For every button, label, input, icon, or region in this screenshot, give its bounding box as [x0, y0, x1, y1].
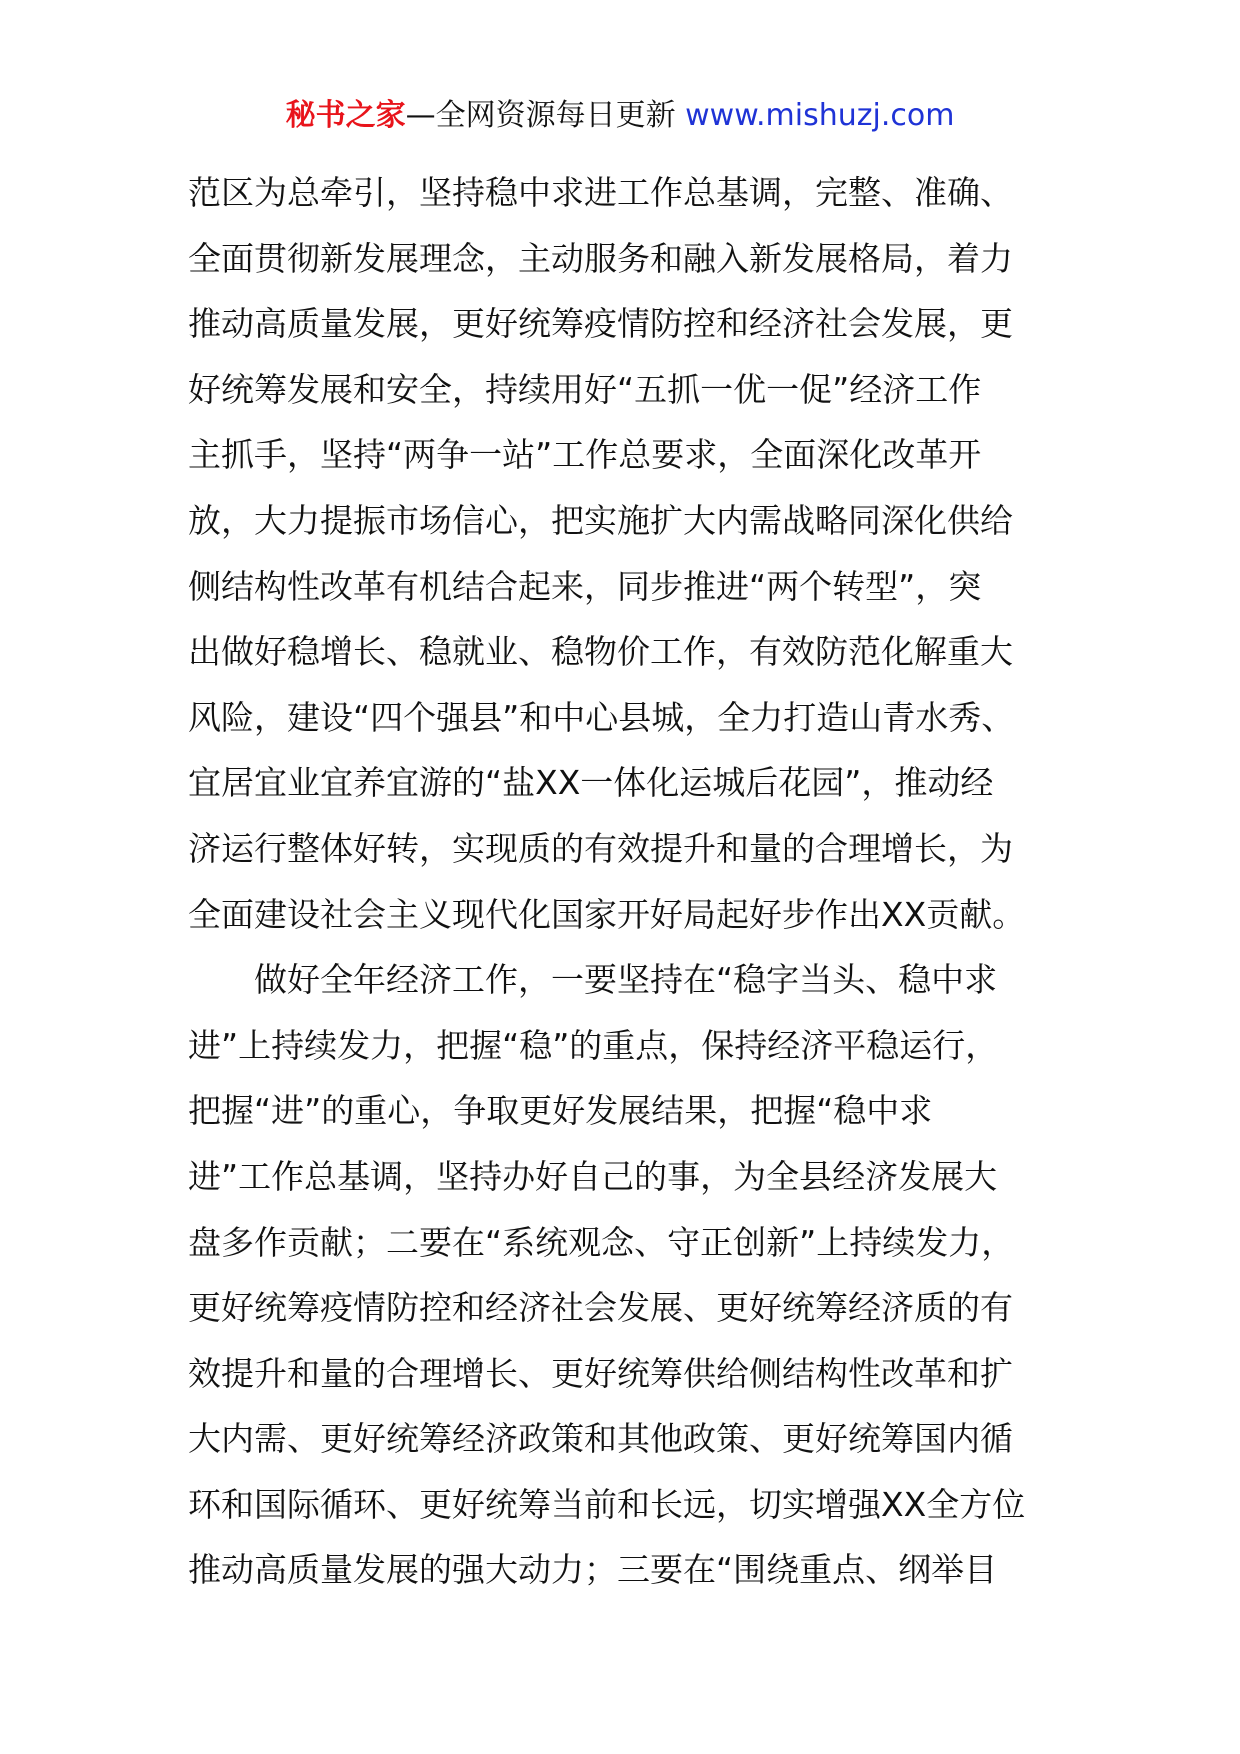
text-line: 放，大力提振市场信心，把实施扩大内需战略同深化供给	[188, 500, 1013, 540]
text-line: 范区为总牵引，坚持稳中求进工作总基调，完整、准确、	[188, 173, 1013, 212]
text-line: 推动高质量发展的强大动力；三要在“围绕重点、纲举目	[188, 1550, 998, 1590]
text-line: 进”工作总基调，坚持办好自己的事，为全县经济发展大	[188, 1156, 998, 1196]
site-name: 秘书之家	[285, 98, 406, 133]
text-line: 效提升和量的合理增长、更好统筹供给侧结构性改革和扩	[188, 1353, 1013, 1393]
text-line: 济运行整体好转，实现质的有效提升和量的合理增长，为	[188, 828, 1013, 868]
document-body	[188, 160, 1068, 1603]
site-url-link[interactable]: www.mishuzj.com	[685, 98, 955, 133]
text-line: 推动高质量发展，更好统筹疫情防控和经济社会发展，更	[188, 304, 1013, 344]
text-line: 侧结构性改革有机结合起来，同步推进“两个转型”，突	[188, 566, 982, 606]
text-line: 大内需、更好统筹经济政策和其他政策、更好统筹国内循	[188, 1419, 1013, 1459]
text-line: 主抓手，坚持“两争一站”工作总要求，全面深化改革开	[188, 435, 982, 475]
text-line: 好统筹发展和安全，持续用好“五抓一优一促”经济工作	[188, 369, 982, 409]
text-line: 更好统筹疫情防控和经济社会发展、更好统筹经济质的有	[188, 1288, 1013, 1328]
text-line: 宜居宜业宜养宜游的“盐XX一体化运城后花园”，推动经	[188, 763, 994, 803]
text-line: 全面建设社会主义现代化国家开好局起好步作出XX贡献。	[188, 894, 1026, 934]
text-line: 风险，建设“四个强县”和中心县城，全力打造山青水秀、	[188, 697, 1015, 737]
text-line: 出做好稳增长、稳就业、稳物价工作，有效防范化解重大	[188, 632, 1013, 672]
text-line: 盘多作贡献；二要在“系统观念、守正创新”上持续发力，	[188, 1222, 1015, 1262]
text-line: 把握“进”的重心，争取更好发展结果，把握“稳中求	[188, 1091, 933, 1131]
text-line: 进”上持续发力，把握“稳”的重点，保持经济平稳运行，	[188, 1025, 999, 1065]
text-line: 全面贯彻新发展理念，主动服务和融入新发展格局，着力	[188, 238, 1013, 278]
site-tagline: —全网资源每日更新	[405, 98, 686, 133]
page-header	[0, 96, 1240, 136]
text-line: 环和国际循环、更好统筹当前和长远，切实增强XX全方位	[188, 1484, 1026, 1524]
paragraph-start-line: 做好全年经济工作，一要坚持在“稳字当头、稳中求	[254, 960, 998, 1000]
